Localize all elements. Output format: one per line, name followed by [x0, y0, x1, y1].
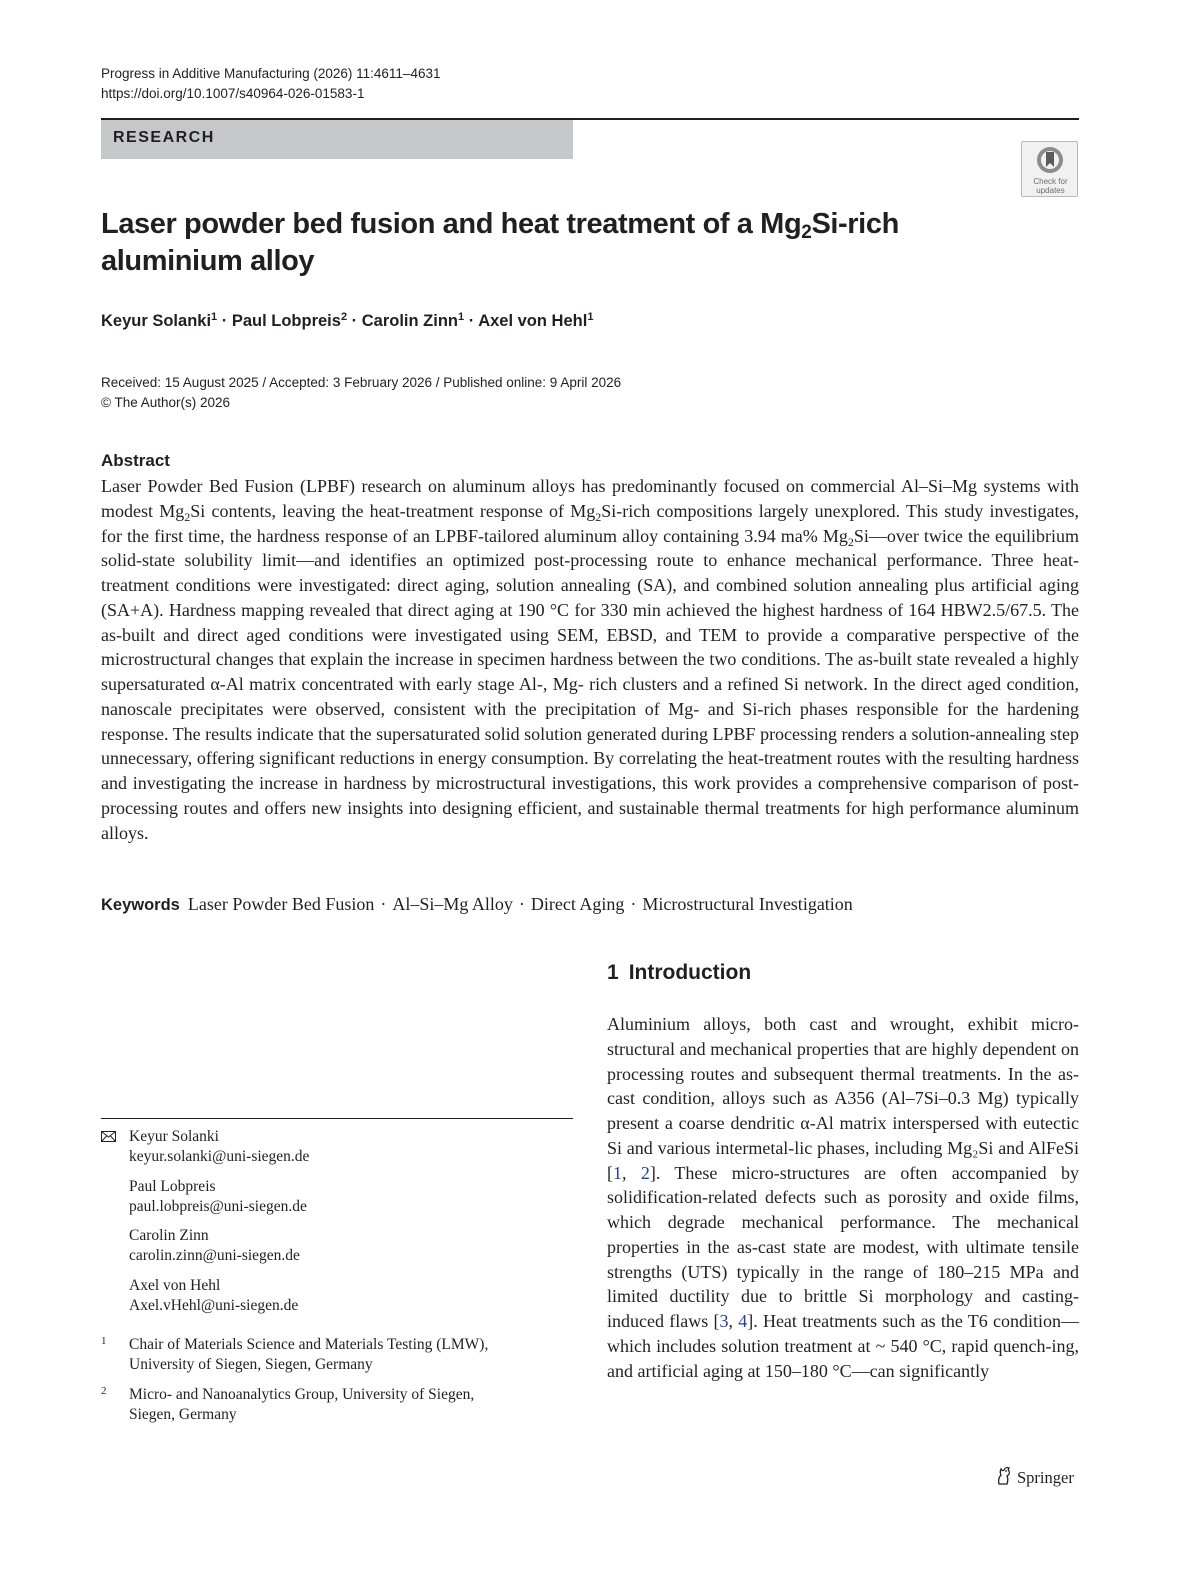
publication-dates: [101, 373, 621, 413]
abstract-text: Laser Powder Bed Fusion (LPBF) research on aluminum alloys has predominantly focused on commercial Al–Si–Mg systems with modest $Mg_2Si$ contents, leaving the heat-treatment response of $Mg_2Si$-rich compositions largely unexplored. This study investigates, for the first time, the hardness response of an LPBF-tailored aluminum alloy containing 3.94 ma% $Mg_2Si—over$ twice the equilibrium solid-state solubility limit—and identifies an optimized post-processing route to enhance mechanical performance. Three heat-treatment conditions were investigated: direct aging, solution annealing (SA), and combined solution annealing plus artificial aging (SA+A). Hardness mapping revealed that direct aging at 190 °C for 330 min achieved the highest hardness of 164 HBW2.5/67.5. The as-built and direct aged conditions were investigated using SEM, EBSD, and TEM to provide a comparative perspective of the microstructural changes that explain the increase in specimen hardness between the two conditions. The as-built state revealed a highly supersaturated α-Al matrix concentrated with early stage Al-, Mg- rich clusters and a refined Si network. In the direct aged condition, nanoscale precipitates were observed, consistent with the precipitation of Mg- and Si-rich phases responsible for the hardening response. The results indicate that the supersaturated solid solution generated during LPBF processing renders a solution-annealing step unnecessary, offering significant reductions in energy consumption. By correlating the heat-treatment routes with the resulting hardness and investigating the increase in hardness by microstructural investigations, this work provides a comprehensive comparison of post-processing routes and offers new insights into designing efficient, and sustainable thermal treatments for high performance aluminum alloys.: [101, 476, 1079, 843]
article-type-label: RESEARCH: [113, 129, 215, 146]
keywords: Keywords Laser Powder Bed Fusion · Al–Si–Mg Alloy · Direct Aging · Microstructural Investigation: [101, 894, 853, 914]
contact-email[interactable]: paul.lobpreis@uni-siegen.de: [129, 1197, 307, 1215]
author-name[interactable]: Carolin Zinn: [361, 312, 458, 330]
check-for-updates-text: Check for updates: [1033, 177, 1068, 195]
bookmark-ring-icon: [1035, 145, 1065, 175]
citation-link[interactable]: 4: [738, 1311, 748, 1331]
contact-entry: [101, 1177, 571, 1217]
affiliation-number: 2: [101, 1385, 107, 1397]
date-history: Received: 15 August 2025 / Accepted: 3 February 2026 / Published online: 9 April 2026: [101, 375, 622, 390]
envelope-icon: [101, 1131, 116, 1142]
contact-list: [101, 1127, 571, 1325]
publisher-logo: [995, 1466, 1074, 1488]
keyword: Al–Si–Mg Alloy: [392, 894, 513, 914]
contact-email[interactable]: keyur.solanki@uni-siegen.de: [129, 1148, 310, 1165]
contact-name: Keyur Solanki: [129, 1128, 219, 1145]
footnote-rule: [101, 1118, 573, 1119]
section-title: Introduction: [628, 961, 752, 984]
copyright-line: © The Author(s) 2026: [101, 395, 231, 410]
section-heading-introduction: [607, 961, 761, 985]
citation-link[interactable]: 3: [719, 1311, 729, 1331]
check-for-updates-badge[interactable]: [1021, 141, 1078, 197]
journal-info: [101, 64, 440, 104]
affiliation-number: 1: [101, 1335, 107, 1347]
author-name[interactable]: Paul Lobpreis: [231, 312, 341, 330]
author-name[interactable]: Axel von Hehl: [478, 312, 588, 330]
contact-email[interactable]: carolin.zinn@uni-siegen.de: [129, 1247, 300, 1264]
contact-name: Paul Lobpreis: [129, 1177, 216, 1195]
keyword: Laser Powder Bed Fusion: [187, 894, 375, 914]
contact-name: Axel von Hehl: [129, 1276, 221, 1294]
contact-entry: [101, 1226, 571, 1266]
publisher-name: Springer: [1017, 1468, 1074, 1487]
section-number: 1: [607, 961, 619, 984]
citation-link[interactable]: 2: [640, 1162, 650, 1183]
author-list: Keyur Solanki$^1$ · Paul Lobpreis$^2$ · Carolin Zinn$^1$ · Axel von Hehl$^1$: [101, 311, 594, 330]
keywords-label: Keywords: [101, 896, 180, 914]
keyword: Direct Aging: [530, 894, 625, 914]
author-name[interactable]: Keyur Solanki: [101, 312, 212, 330]
citation-link[interactable]: 1: [613, 1162, 622, 1183]
doi-link[interactable]: https://doi.org/10.1007/s40964-026-01583-1: [101, 86, 365, 101]
affiliation-entry: 2 Micro- and Nanoanalytics Group, University of Siegen, Siegen, Germany: [101, 1385, 571, 1425]
contact-name: Carolin Zinn: [129, 1227, 209, 1244]
article-title: Laser powder bed fusion and heat treatment of a $Mg_2Si$-rich aluminium alloy: [101, 208, 899, 277]
contact-entry: [101, 1276, 571, 1316]
introduction-text: Aluminium alloys, both cast and wrought, exhibit micro-structural and mechanical properties that are highly dependent on processing routes and subsequent thermal treatments. In the as-cast condition, alloys such as A356 (Al–7Si–0.3 Mg) typically present a coarse dendritic α-Al matrix interspersed with eutectic Si and various intermetal-lic phases, including Mg₂Si and AlFeSi [1, 2]. These micro-structures are often accompanied by solidification-related defects such as porosity and oxide films, which degrade mechanical performance. The mechanical properties in the as-cast state are modest, with ultimate tensile strengths (UTS) typically in the range of 180–215 MPa and limited ductility due to brittle Si morphology and casting-induced flaws [3, 4]. Heat treatments such as the T6 condition—which includes solution treatment at ~ 540 °C, rapid quench-ing, and artificial aging at 150–180 °C—can significantly: [607, 1014, 1079, 1381]
contact-email[interactable]: Axel.vHehl@uni-siegen.de: [129, 1296, 299, 1314]
affiliation-entry: 1 Chair of Materials Science and Materials Testing (LMW), University of Siegen, Siegen, Germany: [101, 1335, 571, 1375]
contact-entry: [101, 1127, 571, 1167]
affiliation-list: [101, 1335, 571, 1435]
springer-horse-icon: [995, 1466, 1013, 1486]
abstract-heading: Abstract: [101, 451, 170, 470]
journal-citation: Progress in Additive Manufacturing (2026) 11:4611–4631: [101, 66, 441, 81]
keyword: Microstructural Investigation: [642, 894, 853, 914]
